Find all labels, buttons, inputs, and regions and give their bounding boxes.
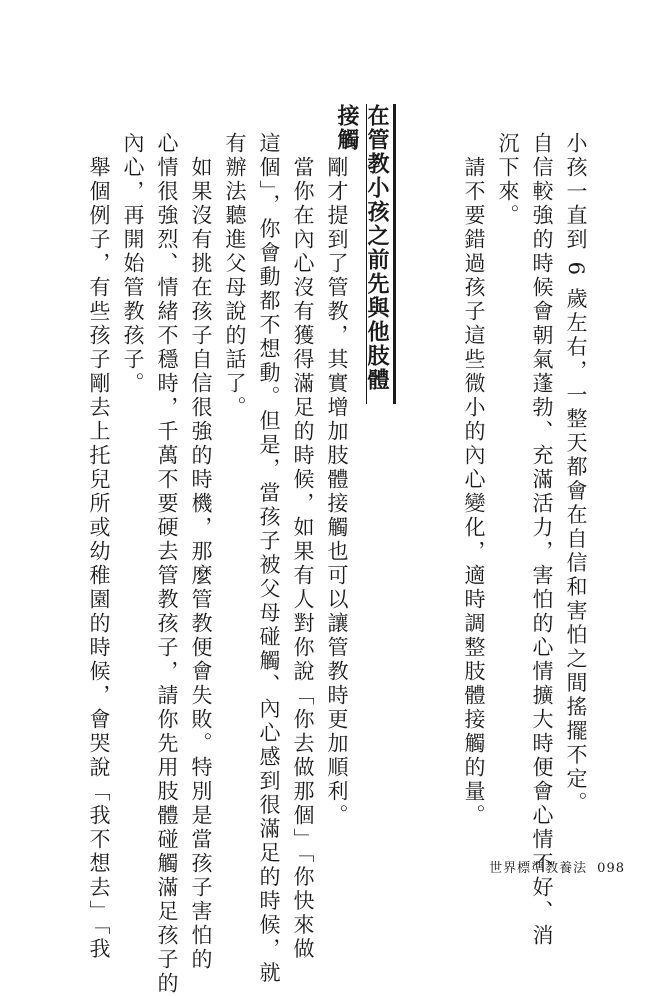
text-column: 舉個例子，有些孩子剛去上托兒所或幼稚園的時候，會哭說「我不想去」「我 (87, 132, 111, 962)
text-column: 請不要錯過孩子這些微小的內心變化，適時調整肢體接觸的量。 (462, 132, 486, 828)
text-column: 心情很強烈、情緒不穩時，千萬不要硬去管教孩子，請你先用肢體碰觸滿足孩子的 (155, 132, 179, 996)
page-footer (489, 857, 625, 876)
book-title: 世界標準教養法 (489, 861, 588, 876)
text-column: 自信較強的時候會朝氣蓬勃、充滿活力，害怕的心情擴大時便會心情不好、消 (530, 132, 554, 948)
text-column: 小孩一直到 6 歲左右，一整天都會在自信和害怕之間搖擺不定。 (564, 132, 588, 816)
text-column: 如果沒有挑在孩子自信很強的時機，那麼管教便會失敗。特別是當孩子害怕的 (189, 132, 213, 972)
text-column: 沉下來。 (496, 132, 520, 228)
text-column: 有辦法聽進父母說的話了。 (223, 132, 247, 420)
text-column: 這個」，你會動都不想動。但是，當孩子被父母碰觸、內心感到很滿足的時候，就 (257, 132, 281, 986)
section-heading: 在管教小孩之前先與他肢體接觸 (366, 104, 396, 404)
page-number: 098 (597, 861, 625, 876)
text-column: 剛才提到了管教，其實增加肢體接觸也可以讓管教時更加順利。 (325, 132, 349, 828)
text-column: 內心，再開始管教孩子。 (121, 132, 145, 396)
text-column: 當你在內心沒有獲得滿足的時候，如果有人對你說「你去做那個」「你快來做 (291, 132, 315, 962)
